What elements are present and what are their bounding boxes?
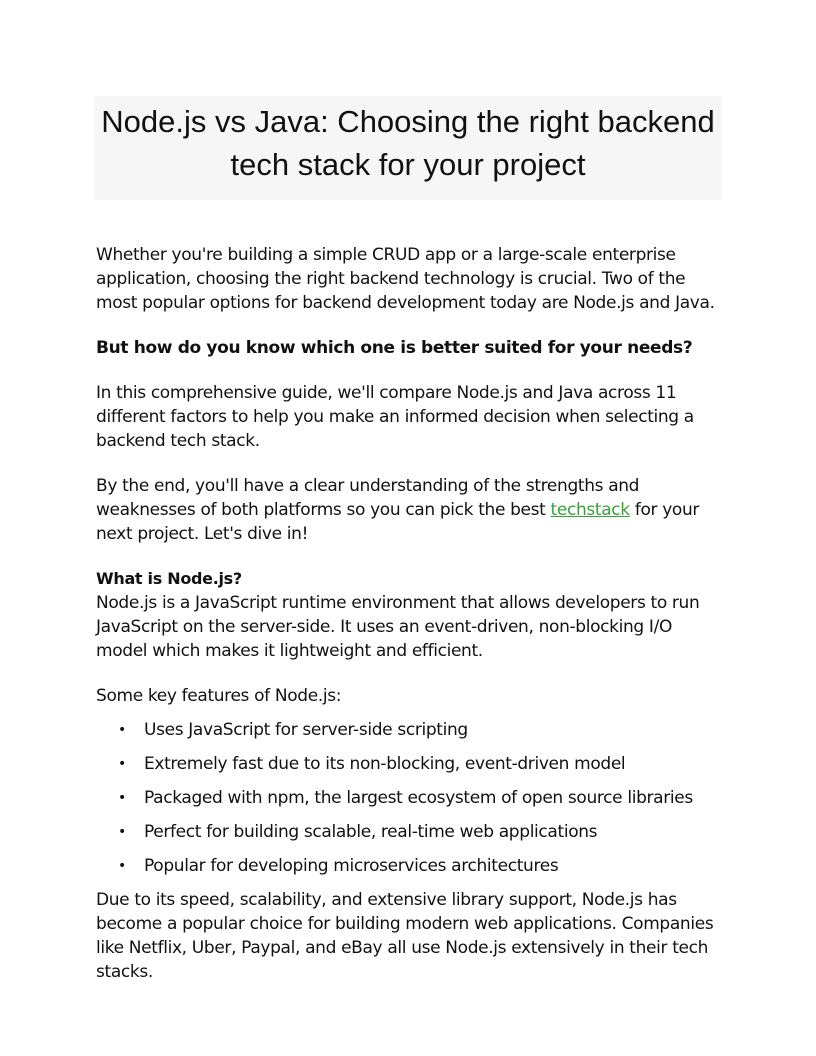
guide-paragraph: In this comprehensive guide, we'll compare Node.js and Java across 11 different factors to help you make an informed decision when selecting a backend tech stack.	[96, 383, 694, 451]
list-item-text: Perfect for building scalable, real-time web applications	[144, 822, 598, 842]
techstack-link[interactable]: techstack	[550, 500, 630, 520]
bullet-icon: •	[118, 824, 126, 840]
conclusion-text-after: for your next project. Let's dive in!	[96, 500, 700, 544]
article-body	[96, 243, 724, 984]
list-item-text: Popular for developing microservices architectures	[144, 856, 559, 876]
list-item	[96, 718, 724, 742]
question-paragraph: But how do you know which one is better suited for your needs?	[96, 338, 693, 358]
what-is-paragraph: Node.js is a JavaScript runtime environment that allows developers to run JavaScript on the server-side. It uses an event-driven, non-blocking I/O model which makes it lightweight and efficient.	[96, 593, 700, 661]
features-list	[96, 718, 724, 878]
list-item-text: Packaged with npm, the largest ecosystem of open source libraries	[144, 788, 693, 808]
bullet-icon: •	[118, 858, 126, 874]
bullet-icon: •	[118, 790, 126, 806]
section-heading-what-is-nodejs: What is Node.js?	[96, 569, 242, 588]
page-title: Node.js vs Java: Choosing the right backend tech stack for your project	[101, 104, 715, 182]
list-item-text: Uses JavaScript for server-side scripting	[144, 720, 468, 740]
summary-paragraph: Due to its speed, scalability, and extensive library support, Node.js has become a popular choice for building modern web applications. Companies like Netflix, Uber, Paypal, and eBay all use Node.js extensively in their tech stacks.	[96, 890, 714, 982]
list-item	[96, 820, 724, 844]
list-item	[96, 752, 724, 776]
bullet-icon: •	[118, 756, 126, 772]
conclusion-text-before: By the end, you'll have a clear understanding of the strengths and weaknesses of both platforms so you can pick the best	[96, 476, 640, 520]
conclusion-paragraph	[96, 474, 724, 546]
list-item	[96, 786, 724, 810]
list-item-text: Extremely fast due to its non-blocking, event-driven model	[144, 754, 626, 774]
features-intro: Some key features of Node.js:	[96, 686, 342, 706]
list-item	[96, 854, 724, 878]
title-banner	[94, 96, 722, 200]
bullet-icon: •	[118, 722, 126, 738]
intro-paragraph: Whether you're building a simple CRUD app or a large-scale enterprise application, choosing the right backend technology is crucial. Two of the most popular options for backend development today are Node.js and Java.	[96, 245, 715, 313]
